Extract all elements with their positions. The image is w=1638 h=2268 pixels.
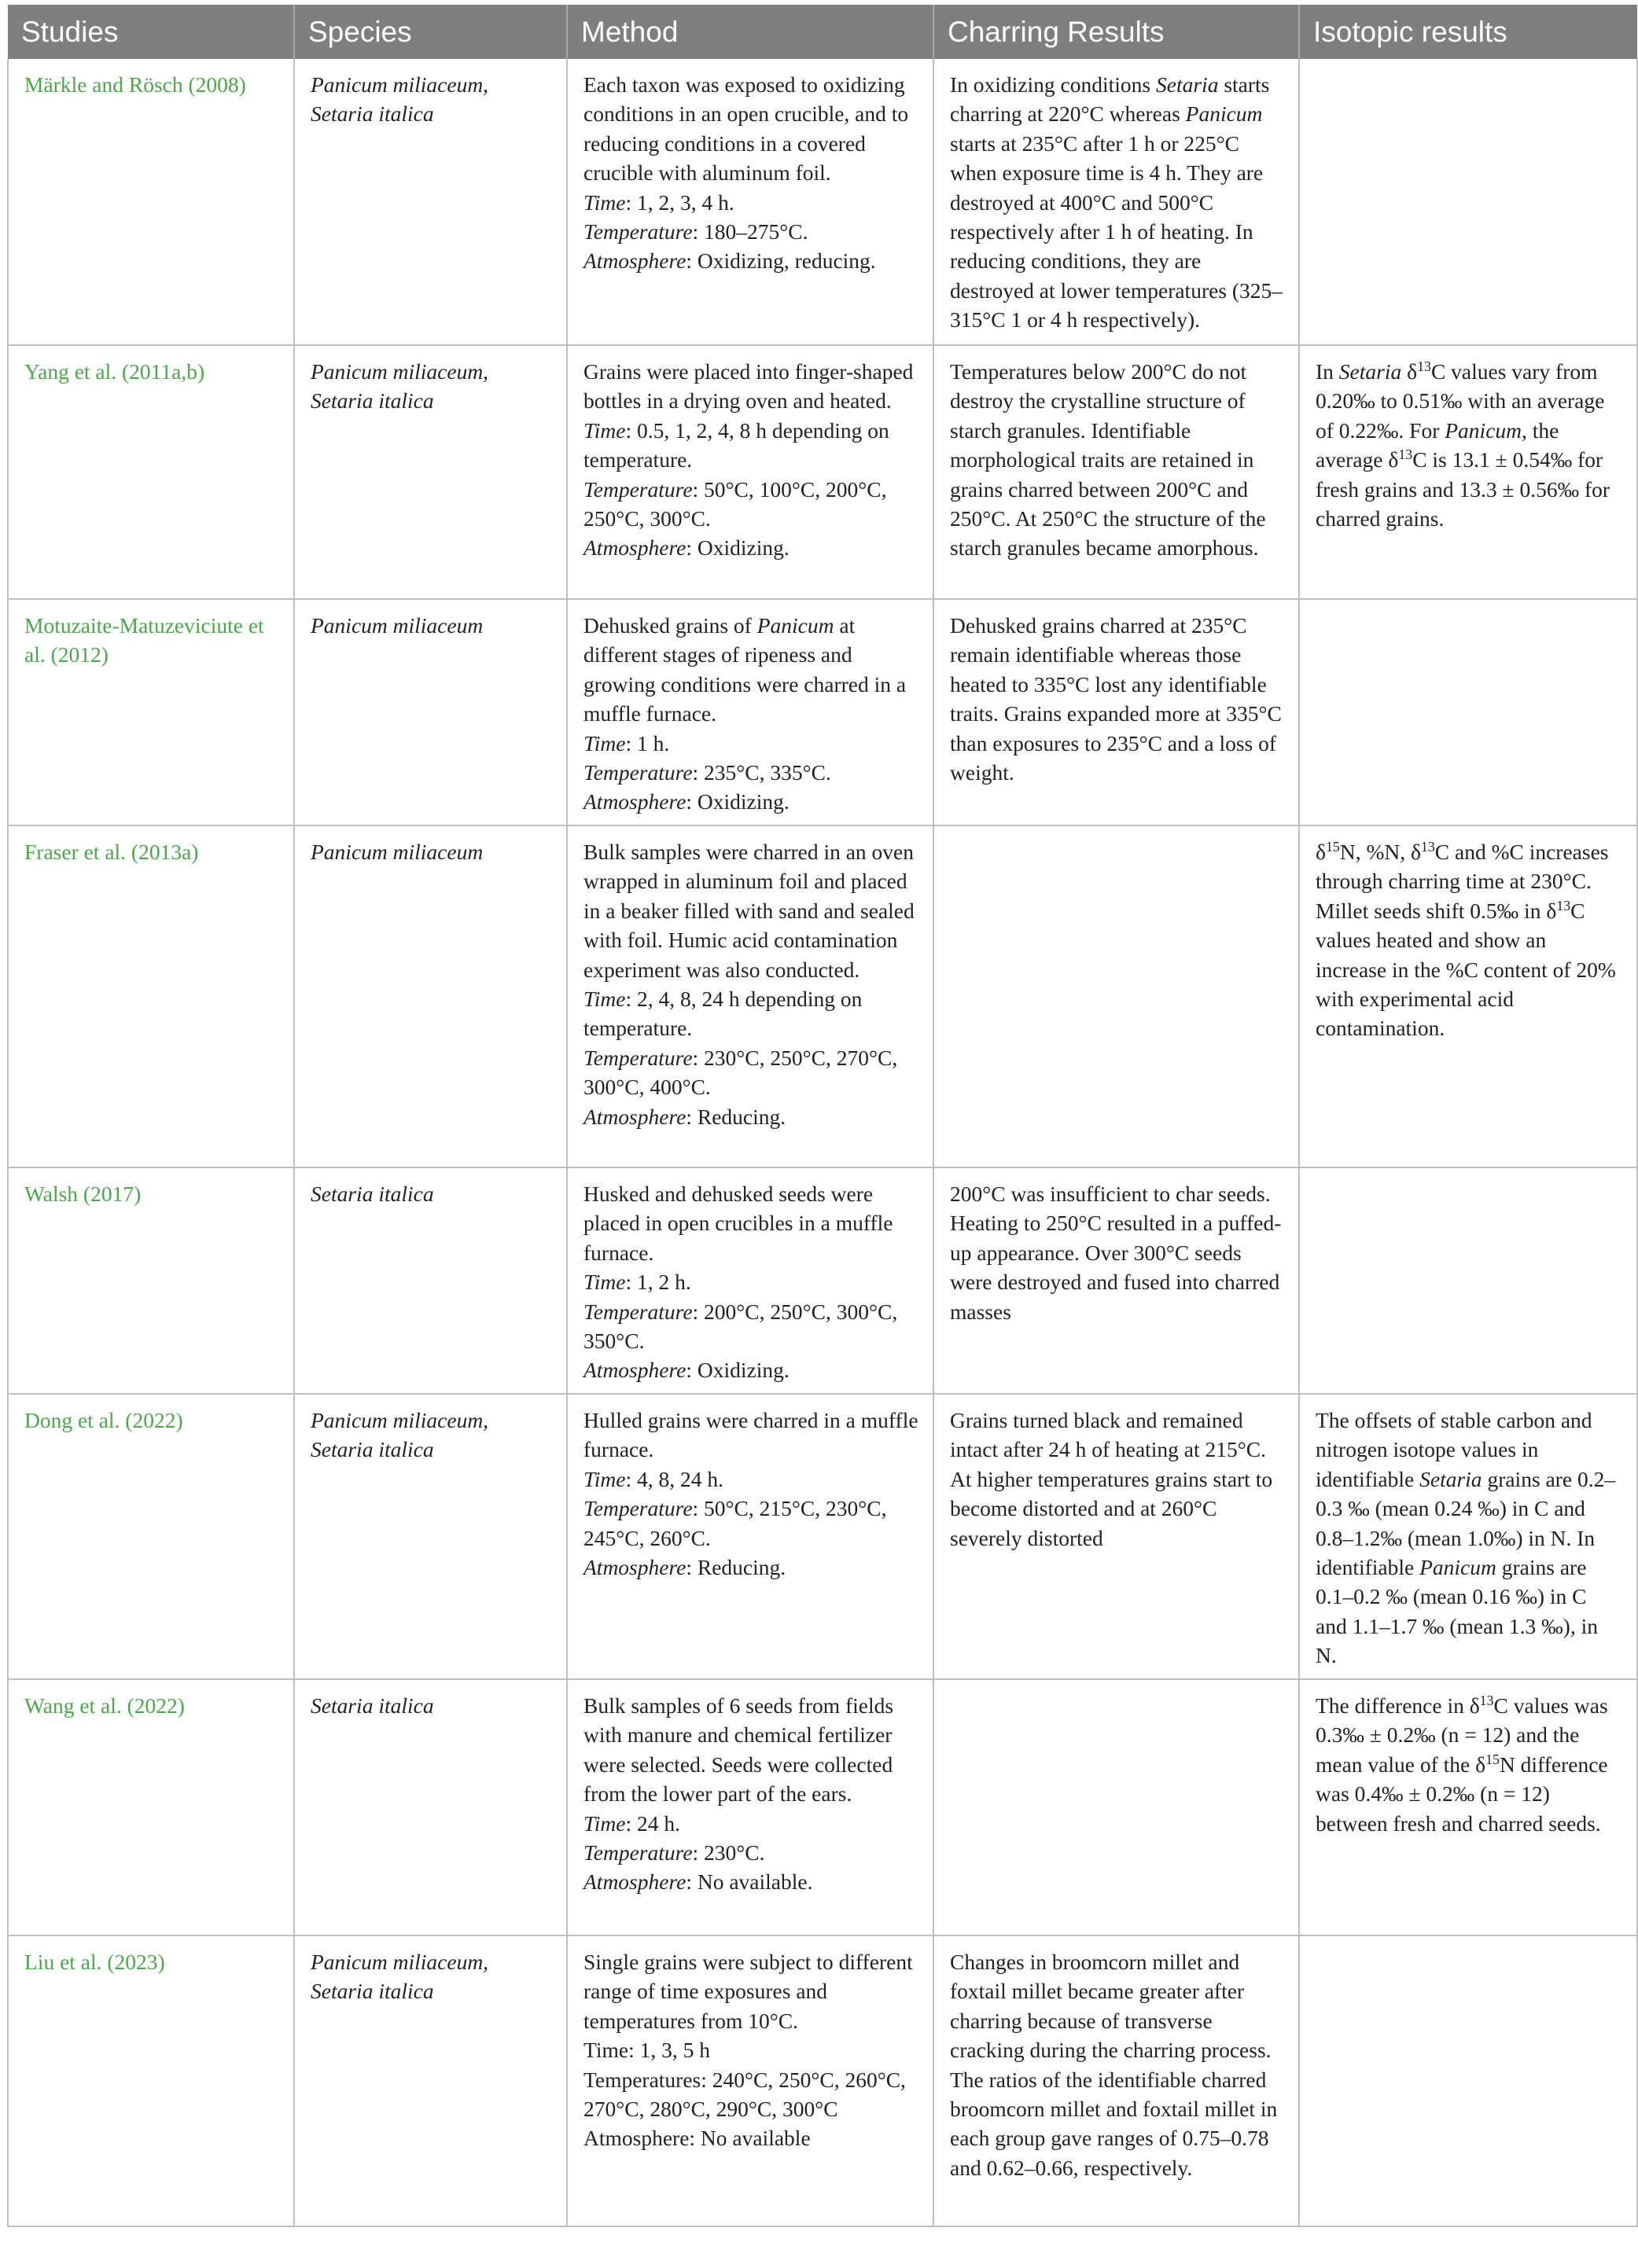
charring-cell: Changes in broomcorn millet and foxtail millet became greater after charring because of transverse cracking during the charring process. The ratios of the identifiable charred broomcorn millet and foxtail millet in each group gave ranges of 0.75–0.78 and 0.62–0.66, respectively. xyxy=(933,1935,1299,2226)
method-temperature: Temperature: 50°C, 100°C, 200°C, 250°C, 300°C. xyxy=(583,476,887,531)
charring-cell: Grains turned black and remained intact after 24 h of heating at 215°C. At higher temperatures grains start to become distorted and at 260°C severely distorted xyxy=(933,1394,1299,1679)
method-atmosphere: Atmosphere: Reducing. xyxy=(583,1104,786,1129)
method-time: Time: 2, 4, 8, 24 h depending on temperature. xyxy=(583,987,863,1041)
charring-cell: Dehusked grains charred at 235°C remain identifiable whereas those heated to 335°C lost any identifiable traits. Grains expanded more at 335°C than exposures to 235°C and a loss of weight. xyxy=(933,599,1299,825)
species-cell xyxy=(294,345,567,599)
method-temperature: Temperatures: 240°C, 250°C, 260°C, 270°C, 280°C, 290°C, 300°C xyxy=(583,2067,906,2122)
isotopic-cell: The difference in $\delta^{13}C$ values was 0.3‰ ± 0.2‰ (n = 12) and the mean value of the $\delta^{15}N$ difference was 0.4‰ ± 0.2‰ (n = 12) between fresh and charred seeds. xyxy=(1299,1679,1637,1935)
header-isotopic-results: Isotopic results xyxy=(1299,5,1637,59)
isotopic-cell xyxy=(1299,1167,1637,1394)
species-name: Panicum miliaceum, xyxy=(311,1950,489,1974)
method-cell xyxy=(567,1167,933,1394)
method-temperature: Temperature: 50°C, 215°C, 230°C, 245°C, 260°C. xyxy=(583,1496,887,1550)
method-cell xyxy=(567,825,933,1167)
isotopic-cell: $\delta^{15}N$, %N, $\delta^{13}C$ and %C increases through charring time at 230°C. Millet seeds shift 0.5‰ in $\delta^{13}C$ values heated and show an increase in the %C content of 20% with experimental acid contamination. xyxy=(1299,825,1637,1167)
method-temperature: Temperature: 180–275°C. xyxy=(583,219,808,244)
charring-cell: Temperatures below 200°C do not destroy the crystalline structure of starch granules. Identifiable morphological traits are retained in grains charred between 200°C and 250°C. At 250°C the structure of the starch granules became amorphous. xyxy=(933,345,1299,599)
species-name: Setaria italica xyxy=(311,1182,434,1206)
method-cell xyxy=(567,59,933,345)
isotopic-cell xyxy=(1299,599,1637,825)
method-time: Time: 0.5, 1, 2, 4, 8 h depending on temperature. xyxy=(583,417,889,472)
species-name: Panicum miliaceum xyxy=(311,613,484,638)
method-cell xyxy=(567,1394,933,1679)
header-charring-results: Charring Results xyxy=(933,5,1299,59)
method-text: Dehusked grains of Panicum at different stages of ripeness and growing conditions were charred in a muffle furnace. xyxy=(583,613,907,726)
method-time: Time: 1, 3, 5 h xyxy=(583,2038,710,2063)
species-cell xyxy=(294,1167,567,1394)
method-text: Bulk samples were charred in an oven wrapped in aluminum foil and placed in a beaker filled with sand and sealed with foil. Humic acid contamination experiment was also conducted. xyxy=(583,840,915,982)
species-cell xyxy=(294,599,567,825)
method-atmosphere: Atmosphere: No available. xyxy=(583,1869,813,1895)
method-temperature: Temperature: 200°C, 250°C, 300°C, 350°C. xyxy=(583,1299,898,1354)
header-method: Method xyxy=(567,5,933,59)
method-time: Time: 1, 2, 3, 4 h. xyxy=(583,189,734,215)
table-row xyxy=(8,1167,1637,1394)
header-row xyxy=(8,5,1637,59)
method-text: Husked and dehusked seeds were placed in open crucibles in a muffle furnace. xyxy=(583,1182,893,1265)
table-row xyxy=(8,599,1637,825)
isotopic-cell: In Setaria $\delta^{13}C$ values vary from 0.20‰ to 0.51‰ with an average of 0.22‰. For Panicum, the average $\delta^{13}C$ is 13.1 ± 0.54‰ for fresh grains and 13.3 ± 0.56‰ for charred grains. xyxy=(1299,345,1637,599)
study-cell: Yang et al. (2011a,b) xyxy=(8,345,294,599)
method-time: Time: 4, 8, 24 h. xyxy=(583,1466,723,1491)
header-studies: Studies xyxy=(8,5,294,59)
method-atmosphere: Atmosphere: Oxidizing. xyxy=(583,535,790,561)
isotopic-cell xyxy=(1299,59,1637,345)
charring-cell: 200°C was insufficient to char seeds. Heating to 250°C resulted in a puffed-up appearance. Over 300°C seeds were destroyed and fused into charred masses xyxy=(933,1167,1299,1394)
species-name: Setaria italica xyxy=(311,1693,434,1718)
table-row xyxy=(8,345,1637,599)
millet-charring-studies-table xyxy=(7,5,1638,2227)
table-row xyxy=(8,825,1637,1167)
table-row xyxy=(8,1935,1637,2226)
species-name: Panicum miliaceum, xyxy=(311,1408,489,1432)
table-row xyxy=(8,1394,1637,1679)
method-atmosphere: Atmosphere: Oxidizing. xyxy=(583,1358,790,1383)
method-text: Hulled grains were charred in a muffle furnace. xyxy=(583,1408,918,1462)
study-cell: Wang et al. (2022) xyxy=(8,1679,294,1935)
method-temperature: Temperature: 230°C, 250°C, 270°C, 300°C, 400°C. xyxy=(583,1045,898,1100)
charring-cell xyxy=(933,825,1299,1167)
charring-cell: In oxidizing conditions Setaria starts charring at 220°C whereas Panicum starts at 235°C after 1 h or 225°C when exposure time is 4 h. They are destroyed at 400°C and 500°C respectively after 1 h of heating. In reducing conditions, they are destroyed at lower temperatures (325–315°C 1 or 4 h respectively). xyxy=(933,59,1299,345)
study-cell: Motuzaite-Matuzeviciute et al. (2012) xyxy=(8,599,294,825)
method-cell xyxy=(567,599,933,825)
method-cell xyxy=(567,1679,933,1935)
method-atmosphere: Atmosphere: No available xyxy=(583,2126,811,2151)
method-text: Grains were placed into finger-shaped bottles in a drying oven and heated. xyxy=(583,359,914,414)
method-atmosphere: Atmosphere: Reducing. xyxy=(583,1555,786,1580)
species-cell xyxy=(294,1679,567,1935)
study-cell: Dong et al. (2022) xyxy=(8,1394,294,1679)
species-name: Setaria italica xyxy=(311,388,434,414)
method-cell xyxy=(567,1935,933,2226)
method-text: Bulk samples of 6 seeds from fields with manure and chemical fertilizer were selected. Seeds were collected from the lower part of the ears. xyxy=(583,1693,894,1807)
species-name: Setaria italica xyxy=(311,1979,434,2004)
species-name: Setaria italica xyxy=(311,101,434,127)
species-name: Panicum miliaceum xyxy=(311,840,484,864)
species-cell xyxy=(294,1394,567,1679)
method-atmosphere: Atmosphere: Oxidizing, reducing. xyxy=(583,248,876,274)
method-time: Time: 1, 2 h. xyxy=(583,1270,691,1295)
charring-cell xyxy=(933,1679,1299,1935)
species-cell xyxy=(294,1935,567,2226)
study-cell: Fraser et al. (2013a) xyxy=(8,825,294,1167)
species-cell xyxy=(294,59,567,345)
method-temperature: Temperature: 230°C. xyxy=(583,1840,765,1865)
species-name: Setaria italica xyxy=(311,1437,434,1462)
table-row xyxy=(8,59,1637,345)
method-time: Time: 24 h. xyxy=(583,1810,680,1836)
study-cell: Walsh (2017) xyxy=(8,1167,294,1394)
method-temperature: Temperature: 235°C, 335°C. xyxy=(583,760,831,785)
method-text: Each taxon was exposed to oxidizing conditions in an open crucible, and to reducing conditions in a covered crucible with aluminum foil. xyxy=(583,72,909,186)
method-cell xyxy=(567,345,933,599)
method-time: Time: 1 h. xyxy=(583,730,670,755)
header-species: Species xyxy=(294,5,567,59)
isotopic-cell xyxy=(1299,1935,1637,2226)
species-name: Panicum miliaceum, xyxy=(311,72,489,97)
method-atmosphere: Atmosphere: Oxidizing. xyxy=(583,789,790,814)
study-cell: Liu et al. (2023) xyxy=(8,1935,294,2226)
table-row xyxy=(8,1679,1637,1935)
isotopic-cell: The offsets of stable carbon and nitrogen isotope values in identifiable Setaria grains are 0.2–0.3 ‰ (mean 0.24 ‰) in C and 0.8–1.2‰ (mean 1.0‰) in N. In identifiable Panicum grains are 0.1–0.2 ‰ (mean 0.16 ‰) in C and 1.1–1.7 ‰ (mean 1.3 ‰), in N. xyxy=(1299,1394,1637,1679)
method-text: Single grains were subject to different range of time exposures and temperatures from 10°C. xyxy=(583,1950,913,2033)
species-name: Panicum miliaceum, xyxy=(311,359,489,384)
species-cell xyxy=(294,825,567,1167)
study-cell: Märkle and Rösch (2008) xyxy=(8,59,294,345)
